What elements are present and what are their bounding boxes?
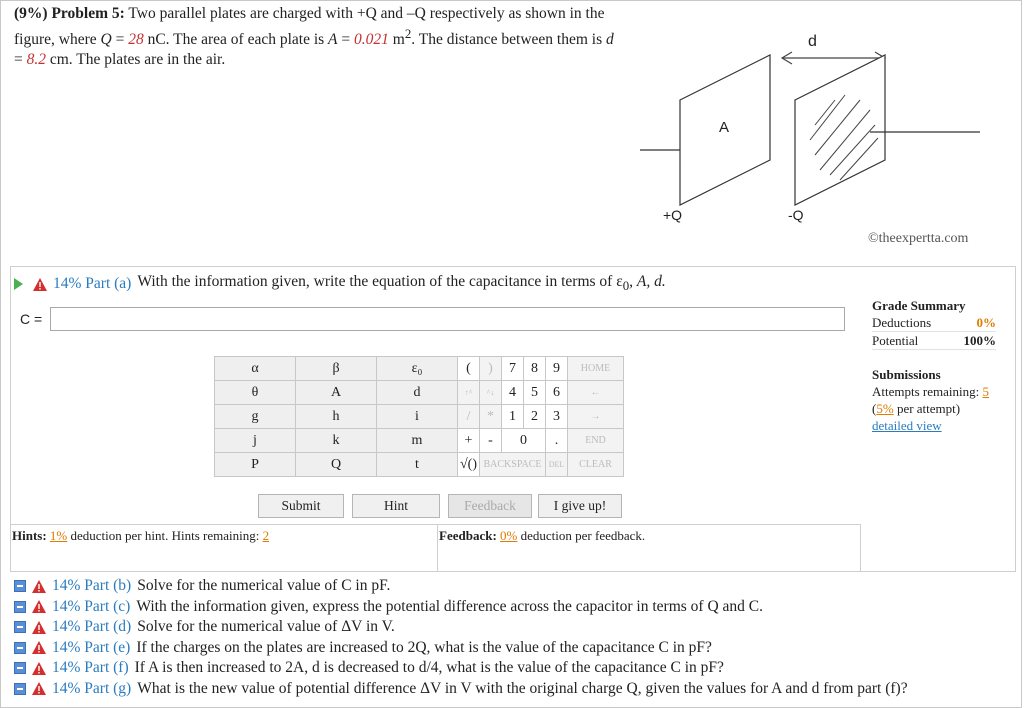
- part-f-label: 14% Part (f): [52, 659, 129, 677]
- per-attempt-pct: 5%: [876, 401, 894, 416]
- key-dot[interactable]: .: [546, 429, 568, 453]
- key-7[interactable]: 7: [502, 357, 524, 381]
- grade-summary: [872, 298, 996, 350]
- key-end[interactable]: END: [568, 429, 624, 453]
- collapsed-icon[interactable]: [14, 683, 26, 695]
- part-a-text: With the information given, write the equation of the capacitance in terms of $\varepsilon_0$, A, d.: [137, 273, 666, 294]
- problem-text-1: Two parallel plates are charged with +Q and –Q respectively as shown in the figure, where: [14, 5, 605, 49]
- collapsed-icon[interactable]: [14, 580, 26, 592]
- label-plus-q: +Q: [663, 207, 683, 223]
- part-d-label: 14% Part (d): [52, 618, 132, 636]
- problem-text-3: . The distance between them is: [411, 31, 606, 49]
- key-beta[interactable]: β: [296, 357, 377, 381]
- feedback-button[interactable]: Feedback: [448, 494, 532, 518]
- part-g-label: 14% Part (g): [52, 679, 132, 697]
- keypad: [214, 356, 624, 477]
- part-a-header: [14, 272, 666, 296]
- give-up-button[interactable]: I give up!: [538, 494, 622, 518]
- feedback-line: [439, 528, 645, 544]
- part-b-item[interactable]: [14, 576, 908, 597]
- key-4[interactable]: 4: [502, 381, 524, 405]
- collapsed-icon[interactable]: [14, 601, 26, 613]
- label-minus-q: -Q: [788, 207, 804, 223]
- unit-m: m: [392, 31, 405, 49]
- key-plus[interactable]: +: [458, 429, 480, 453]
- key-6[interactable]: 6: [546, 381, 568, 405]
- key-g[interactable]: g: [215, 405, 296, 429]
- key-9[interactable]: 9: [546, 357, 568, 381]
- part-d-text: Solve for the numerical value of ΔV in V.: [137, 618, 395, 636]
- hints-remaining: 2: [262, 528, 270, 543]
- key-q[interactable]: Q: [296, 453, 377, 477]
- label-a: A: [719, 119, 730, 136]
- hints-label: Hints:: [12, 528, 47, 543]
- hints-line: [12, 528, 269, 544]
- other-parts: [14, 576, 908, 699]
- per-attempt-text: per attempt): [893, 401, 961, 416]
- detailed-view-link[interactable]: detailed view: [872, 418, 942, 433]
- collapsed-icon[interactable]: [14, 662, 26, 674]
- answer-label: C =: [20, 311, 43, 327]
- collapsed-icon[interactable]: [14, 642, 26, 654]
- potential-label: Potential: [872, 333, 919, 348]
- capacitor-figure: [630, 20, 1000, 230]
- problem-label: Problem 5:: [51, 5, 125, 22]
- label-d: d: [808, 33, 817, 50]
- attempts-label: Attempts remaining:: [872, 384, 983, 399]
- warning-icon: [32, 600, 46, 613]
- deductions-value: 0%: [976, 315, 996, 330]
- key-t[interactable]: t: [377, 453, 458, 477]
- key-p[interactable]: P: [215, 453, 296, 477]
- key-1[interactable]: 1: [502, 405, 524, 429]
- submissions-title: Submissions: [872, 367, 941, 382]
- part-c-text: With the information given, express the potential difference across the capacitor in terms of Q and C.: [136, 597, 763, 615]
- feedback-pct: 0%: [500, 528, 518, 543]
- part-f-text: If A is then increased to 2A, d is decreased to d/4, what is the value of the capacitance C in pF?: [134, 659, 724, 677]
- feedback-label: Feedback:: [439, 528, 497, 543]
- hints-text: deduction per hint. Hints remaining:: [67, 528, 263, 543]
- key-i[interactable]: i: [377, 405, 458, 429]
- action-buttons: [258, 494, 622, 518]
- problem-text-4: cm. The plates are in the air.: [46, 51, 226, 69]
- part-c-label: 14% Part (c): [52, 597, 131, 615]
- answer-input[interactable]: [50, 307, 845, 331]
- submit-button[interactable]: Submit: [258, 494, 344, 518]
- key-2[interactable]: 2: [524, 405, 546, 429]
- key-sqrt[interactable]: √(): [458, 453, 480, 477]
- key-a[interactable]: A: [296, 381, 377, 405]
- part-e-item[interactable]: [14, 638, 908, 659]
- key-h[interactable]: h: [296, 405, 377, 429]
- part-d-item[interactable]: [14, 617, 908, 638]
- per-attempt-open: (: [872, 401, 877, 416]
- warning-icon: [32, 580, 46, 593]
- part-e-label: 14% Part (e): [52, 638, 131, 656]
- key-divide[interactable]: /: [458, 405, 480, 429]
- warning-icon: [32, 621, 46, 634]
- problem-weight: (9%): [14, 5, 48, 22]
- part-g-text: What is the new value of potential difference ΔV in V with the original charge Q, given the values for A and d from part (f)?: [137, 679, 908, 697]
- feedback-text: deduction per feedback.: [517, 528, 646, 543]
- key-right-arrow[interactable]: →: [568, 405, 624, 429]
- attempts-value: 5: [982, 384, 989, 399]
- key-epsilon0[interactable]: ε₀: [377, 357, 458, 381]
- warning-icon: [32, 682, 46, 695]
- value-a: 0.021: [354, 31, 389, 49]
- key-up-caret[interactable]: ↑^: [458, 381, 480, 405]
- part-c-item[interactable]: [14, 597, 908, 618]
- deductions-label: Deductions: [872, 315, 932, 330]
- play-icon[interactable]: [14, 278, 23, 290]
- copyright: ©theexpertta.com: [868, 231, 969, 246]
- key-0[interactable]: 0: [502, 429, 546, 453]
- var-a: A: [328, 31, 338, 49]
- key-j[interactable]: j: [215, 429, 296, 453]
- part-b-text: Solve for the numerical value of C in pF.: [137, 577, 391, 595]
- part-f-item[interactable]: [14, 658, 908, 679]
- key-backspace[interactable]: BACKSPACE: [480, 453, 546, 477]
- key-theta[interactable]: θ: [215, 381, 296, 405]
- hint-button[interactable]: Hint: [352, 494, 440, 518]
- var-d: d: [605, 31, 614, 49]
- key-caret-down[interactable]: ^↓: [480, 381, 502, 405]
- key-k[interactable]: k: [296, 429, 377, 453]
- part-g-item[interactable]: [14, 679, 908, 700]
- key-left-arrow[interactable]: ←: [568, 381, 624, 405]
- key-del[interactable]: DEL: [546, 453, 568, 477]
- value-d: 8.2: [26, 51, 46, 69]
- problem-text-2: nC. The area of each plate is: [143, 31, 329, 49]
- key-minus[interactable]: -: [480, 429, 502, 453]
- value-q: 28: [128, 31, 144, 49]
- potential-value: 100%: [963, 333, 996, 348]
- key-5[interactable]: 5: [524, 381, 546, 405]
- part-a-label: 14% Part (a): [53, 275, 132, 293]
- hints-pct: 1%: [49, 528, 68, 543]
- warning-icon: [32, 641, 46, 654]
- grade-summary-title: Grade Summary: [872, 298, 966, 313]
- key-alpha[interactable]: α: [215, 357, 296, 381]
- key-8[interactable]: 8: [524, 357, 546, 381]
- warning-icon: [32, 662, 46, 675]
- key-clear[interactable]: CLEAR: [568, 453, 624, 477]
- key-m[interactable]: m: [377, 429, 458, 453]
- eq-sign: =: [111, 31, 129, 49]
- key-multiply[interactable]: *: [480, 405, 502, 429]
- collapsed-icon[interactable]: [14, 621, 26, 633]
- key-d[interactable]: d: [377, 381, 458, 405]
- warning-icon: [33, 278, 47, 291]
- part-b-label: 14% Part (b): [52, 577, 132, 595]
- key-home[interactable]: HOME: [568, 357, 624, 381]
- submissions-panel: [872, 366, 996, 434]
- key-3[interactable]: 3: [546, 405, 568, 429]
- key-open-paren[interactable]: (: [458, 357, 480, 381]
- problem-statement: (9%) Problem 5: Two parallel plates are charged with +Q and –Q respectively as shown in the figure, where Q = 28 nC. The area of each plate is A = 0.021 $m^2$. The distance between them is d = 8.2 cm. The plates are in the air.: [14, 5, 614, 69]
- key-close-paren[interactable]: ): [480, 357, 502, 381]
- part-e-text: If the charges on the plates are increased to 2Q, what is the value of the capacitance C in pF?: [136, 638, 712, 656]
- answer-row: [20, 307, 845, 331]
- var-q: Q: [100, 31, 112, 49]
